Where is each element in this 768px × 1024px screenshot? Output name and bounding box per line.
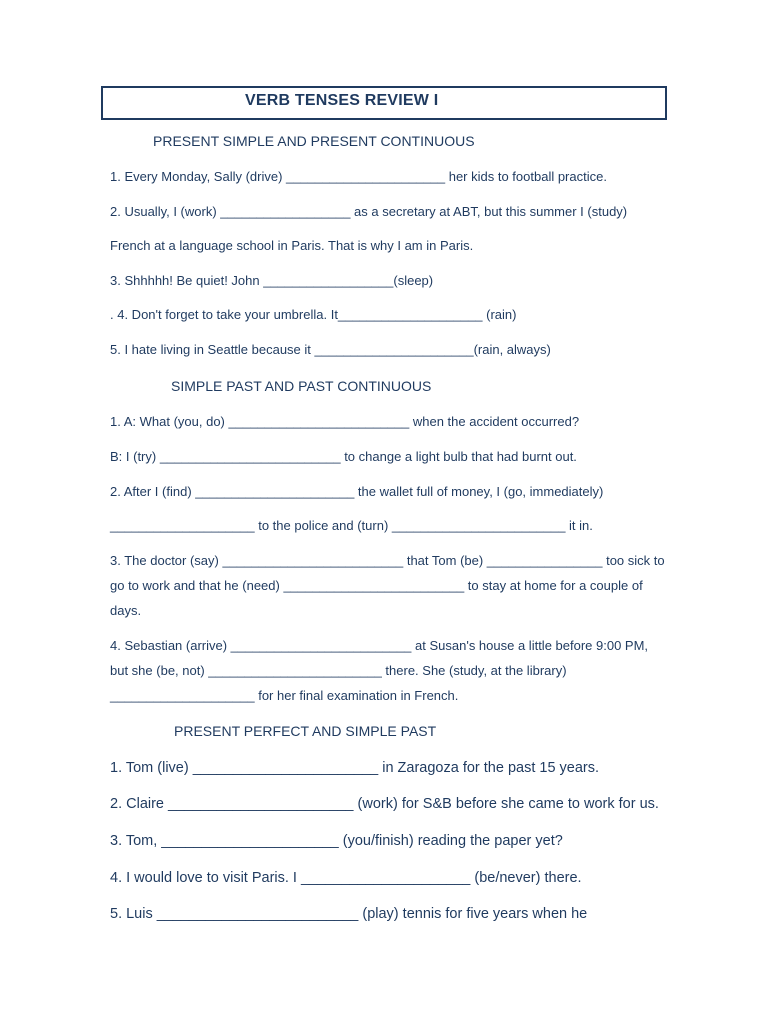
exercise-line: . 4. Don't forget to take your umbrella. It____________________ (rain) <box>110 307 517 322</box>
exercise-line: 4. Sebastian (arrive) _________________________ at Susan's house a little before 9:00 PM, <box>110 638 649 653</box>
exercise-line: 4. I would love to visit Paris. I _____________________ (be/never) there. <box>110 870 582 886</box>
title-box <box>101 86 667 120</box>
section-heading-present-perfect-simple-past: PRESENT PERFECT AND SIMPLE PAST <box>174 723 437 739</box>
exercise-line: 3. Shhhhh! Be quiet! John __________________(sleep) <box>110 273 434 288</box>
exercise-line: 5. I hate living in Seattle because it ______________________(rain, always) <box>110 342 551 357</box>
exercise-line: 2. Claire _______________________ (work) for S&B before she came to work for us. <box>110 796 659 812</box>
exercise-line: ____________________ to the police and (turn) ________________________ it in. <box>110 518 593 533</box>
exercise-line: ____________________ for her final examination in French. <box>110 688 459 703</box>
exercise-line: but she (be, not) ________________________ there. She (study, at the library) <box>110 663 567 678</box>
exercise-line: 2. After I (find) ______________________ the wallet full of money, I (go, immediately) <box>110 484 604 499</box>
exercise-line: B: I (try) _________________________ to change a light bulb that had burnt out. <box>110 449 577 464</box>
exercise-line: 3. The doctor (say) _________________________ that Tom (be) ________________ too sick to <box>110 553 665 568</box>
exercise-line: 5. Luis _________________________ (play) tennis for five years when he <box>110 906 588 922</box>
page-title: VERB TENSES REVIEW I <box>245 92 439 109</box>
exercise-line: 3. Tom, ______________________ (you/finish) reading the paper yet? <box>110 833 563 849</box>
exercise-line: 2. Usually, I (work) __________________ as a secretary at ABT, but this summer I (study) <box>110 204 628 219</box>
exercise-line: 1. A: What (you, do) _________________________ when the accident occurred? <box>110 414 580 429</box>
exercise-line: French at a language school in Paris. That is why I am in Paris. <box>110 238 474 253</box>
exercise-line: days. <box>110 603 142 618</box>
exercise-line: 1. Tom (live) _______________________ in Zaragoza for the past 15 years. <box>110 760 600 776</box>
section-heading-simple-past-continuous: SIMPLE PAST AND PAST CONTINUOUS <box>171 378 432 394</box>
exercise-line: go to work and that he (need) _________________________ to stay at home for a couple of <box>110 578 643 593</box>
section-heading-present-simple-continuous: PRESENT SIMPLE AND PRESENT CONTINUOUS <box>153 133 475 149</box>
exercise-line: 1. Every Monday, Sally (drive) ______________________ her kids to football practice. <box>110 169 607 184</box>
